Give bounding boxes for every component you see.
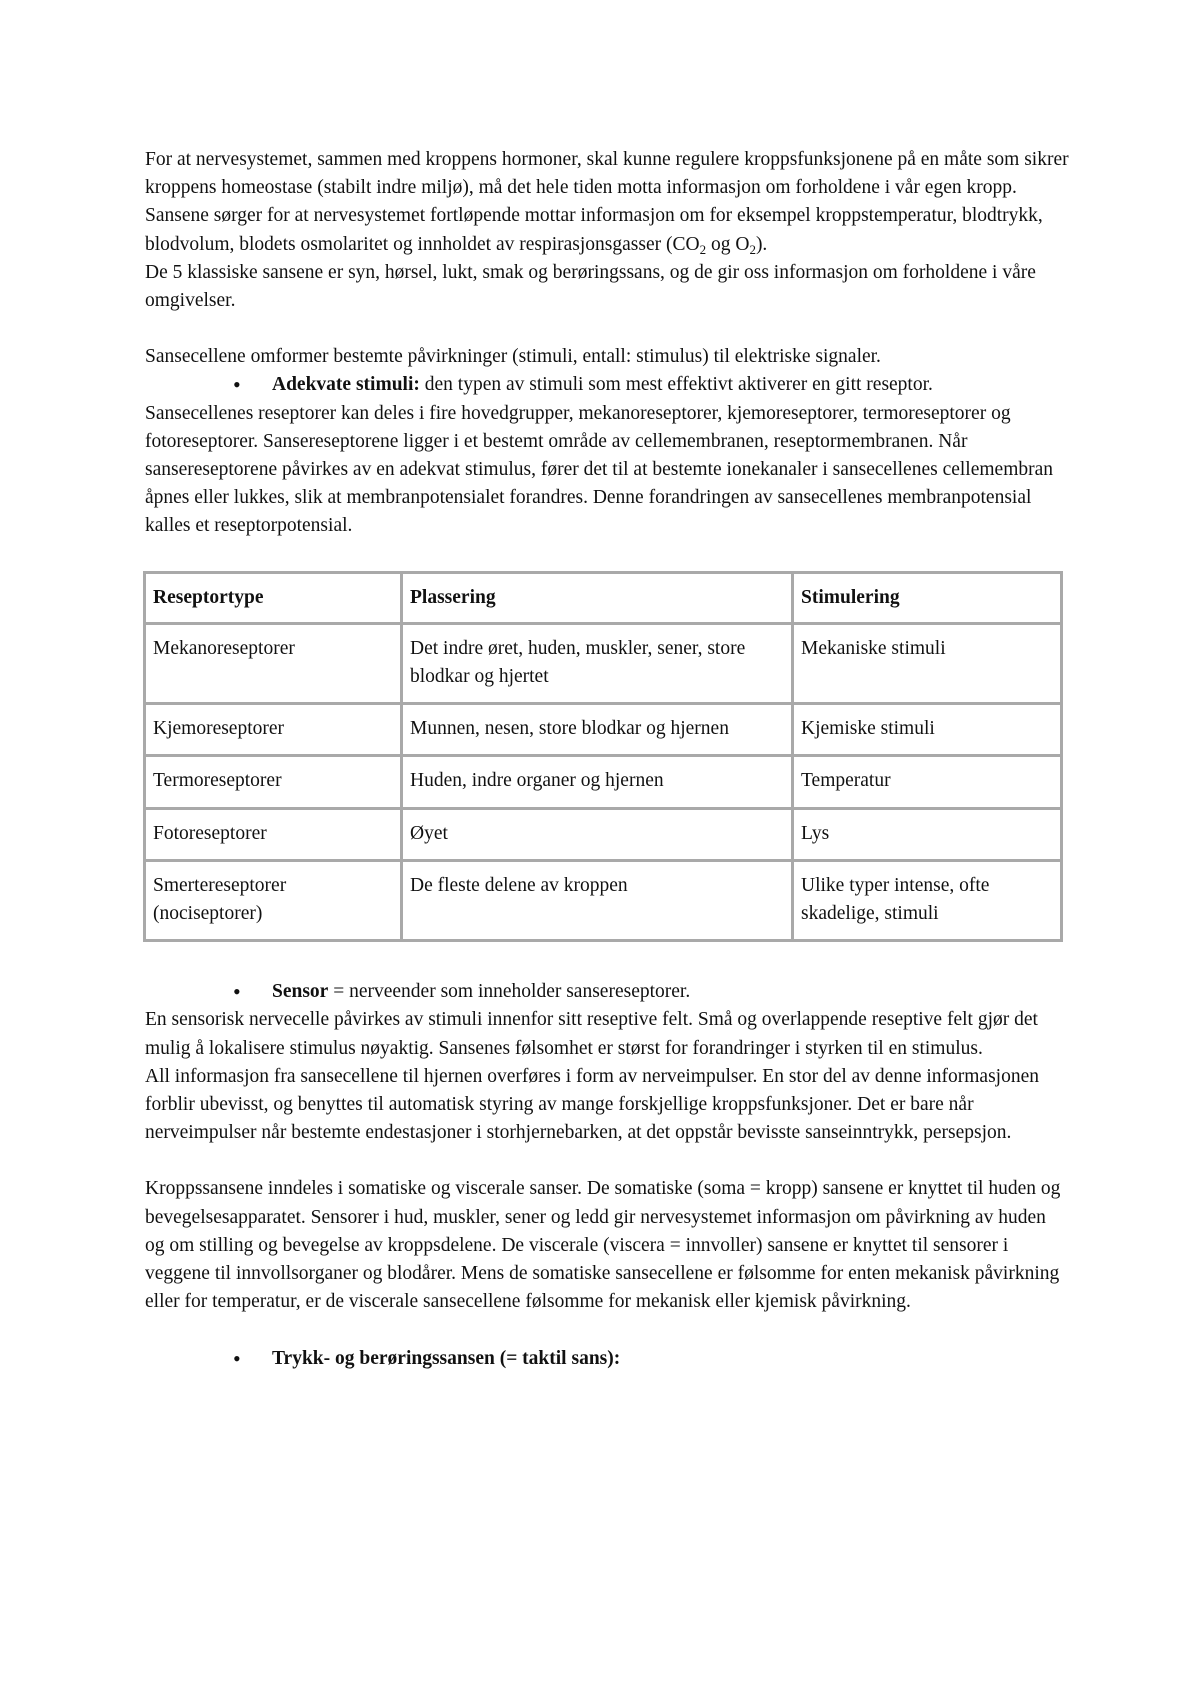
bullet-tactile-heading: [145, 1345, 1070, 1373]
table-cell: Lys: [793, 808, 1062, 860]
table-cell: Smertereseptorer (nociseptorer): [145, 860, 402, 940]
table-cell: Mekanoreseptorer: [145, 623, 402, 703]
table-header-cell: Plassering: [402, 572, 793, 623]
bullet-icon: •: [233, 372, 241, 398]
receptor-paragraph: Sansecellenes reseptorer kan deles i fire hovedgrupper, mekanoreseptorer, kjemoreseptorer, termoreseptorer og fotoreseptorer. Sansereseptorene ligger i et bestemt område av cellemembranen, reseptormembranen. Når sansereseptorene påvirkes av en adekvat stimulus, fører det til at bestemte ionekanaler i sansecellenes cellemembran åpnes eller lukkes, slik at membranpotensialet forandres. Denne forandringen av sansecellenes membranpotensial kalles et reseptorpotensial.: [145, 402, 1054, 537]
nerve-impulse-paragraph: All informasjon fra sansecellene til hjernen overføres i form av nerveimpulser. En stor del av denne informasjonen forblir ubevisst, og benyttes til automatisk styring av mange forskjellige kroppsfunksjoner. Det er bare når nerveimpulser når bestemte endestasjoner i storhjernebarken, at det oppstår bevisste sanseinntrykk, persepsjon.: [145, 1065, 1040, 1144]
bullet-adequate-stimuli: [145, 371, 1070, 399]
table-cell: Kjemoreseptorer: [145, 704, 402, 756]
bullet-sensor: [145, 978, 1070, 1006]
bullet-icon: •: [233, 1345, 241, 1371]
table-cell: Termoreseptorer: [145, 756, 402, 808]
table-row: [145, 860, 1062, 940]
section-heading: Trykk- og berøringssansen (= taktil sans):: [272, 1347, 621, 1369]
table-cell: Temperatur: [793, 756, 1062, 808]
spacer: [145, 315, 1070, 343]
sensory-cells-paragraph: Sansecellene omformer bestemte påvirkninger (stimuli, entall: stimulus) til elektriske signaler.: [145, 346, 881, 368]
spacer: [145, 1147, 1070, 1175]
table-cell: Det indre øret, huden, muskler, sener, store blodkar og hjertet: [402, 623, 793, 703]
table-cell: Fotoreseptorer: [145, 808, 402, 860]
spacer: [145, 1317, 1070, 1345]
senses-paragraph: De 5 klassiske sansene er syn, hørsel, lukt, smak og berøringssans, og de gir oss informasjon om forholdene i våre omgivelser.: [145, 261, 1036, 312]
intro-paragraph: For at nervesystemet, sammen med kroppens hormoner, skal kunne regulere kroppsfunksjonene på en måte som sikrer kroppens homeostase (stabilt indre miljø), må det hele tiden motta informasjon om forholdene i vår egen kropp. Sansene sørger for at nervesystemet fortløpende mottar informasjon om for eksempel kroppstemperatur, blodtrykk, blodvolum, blodets osmolaritet og innholdet av respirasjonsgasser ($CO_2$ og $O_2$).: [145, 149, 1069, 257]
table-cell: Munnen, nesen, store blodkar og hjernen: [402, 704, 793, 756]
table-cell: Ulike typer intense, ofte skadelige, stimuli: [793, 860, 1062, 940]
receptor-table: [143, 571, 1063, 943]
table-header-cell: Reseptortype: [145, 572, 402, 623]
bullet-term: Adekvate stimuli:: [272, 374, 420, 396]
bullet-text: den typen av stimuli som mest effektivt aktiverer en gitt reseptor.: [419, 374, 933, 396]
table-row: [145, 756, 1062, 808]
body-senses-paragraph: Kroppssansene inndeles i somatiske og viscerale sanser. De somatiske (soma = kropp) sansene er knyttet til huden og bevegelsesapparatet. Sensorer i hud, muskler, sener og ledd gir nervesystemet informasjon om påvirkning av huden og om stilling og bevegelse av kroppsdelene. De viscerale (viscera = innvoller) sansene er knyttet til sensorer i veggene til innvollsorganer og blodårer. Mens de somatiske sansecellene er følsomme for enten mekanisk påvirkning eller for temperatur, er de viscerale sansecellene følsomme for mekanisk eller kjemisk påvirkning.: [145, 1178, 1061, 1313]
receptive-field-paragraph: En sensorisk nervecelle påvirkes av stimuli innenfor sitt reseptive felt. Små og overlappende reseptive felt gjør det mulig å lokalisere stimulus nøyaktig. Sansenes følsomhet er størst for forandringer i styrken til en stimulus.: [145, 1009, 1038, 1059]
table-cell: Øyet: [402, 808, 793, 860]
table-row: [145, 623, 1062, 703]
bullet-text: = nerveender som inneholder sansereseptorer.: [328, 981, 691, 1003]
table-cell: De fleste delene av kroppen: [402, 860, 793, 940]
table-cell: Huden, indre organer og hjernen: [402, 756, 793, 808]
table-cell: Kjemiske stimuli: [793, 704, 1062, 756]
bullet-term: Sensor: [272, 981, 329, 1003]
bullet-icon: •: [233, 979, 241, 1005]
table-row: [145, 704, 1062, 756]
table-header-row: [145, 572, 1062, 623]
table-row: [145, 808, 1062, 860]
table-header-cell: Stimulering: [793, 572, 1062, 623]
table-cell: Mekaniske stimuli: [793, 623, 1062, 703]
